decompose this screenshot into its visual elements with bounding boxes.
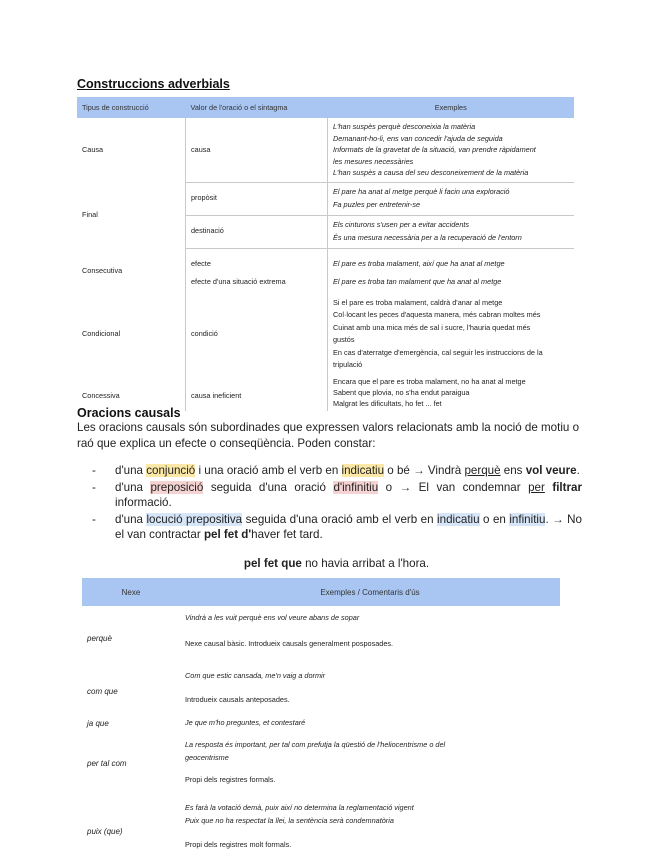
comment-line: Nexe causal bàsic. Introdueix causals generalment posposades. xyxy=(185,639,394,648)
example-line: Vindrà a les vuit perquè ens vol veure abans de sopar xyxy=(185,612,360,622)
type-cell: Condicional xyxy=(82,328,121,338)
causal-connectors-table xyxy=(82,578,560,862)
example-line: tripulació xyxy=(333,360,363,369)
example-line: geocentrisme xyxy=(185,752,229,762)
example-line: El pare es troba tan malament que ha anat al metge xyxy=(333,276,502,286)
example-continuation: pel fet que no havia arribat a l'hora. xyxy=(243,557,430,570)
highlight-infinitive: infinitiu xyxy=(509,512,546,526)
header-examples: Exemples xyxy=(328,97,575,118)
example-line: Els cinturons s'usen per a evitar accidents xyxy=(333,220,470,229)
header-examples: Exemples / Comentaris d'ús xyxy=(180,578,560,606)
table-row-causa xyxy=(77,118,574,182)
example-line: El pare ha anat al metge perquè li facin una exploració xyxy=(333,187,510,196)
example-line: L'han suspès perquè desconeixia la matèria xyxy=(333,122,476,131)
list-item: - d'una locució prepositiva seguida d'una oració amb el verb en indicatiu o en infinitiu. → No el van contractar pel fet d'haver fet tard. xyxy=(92,512,583,541)
table-row xyxy=(82,606,560,670)
value-cell: causa ineficient xyxy=(186,374,328,411)
examples-cell xyxy=(180,606,560,670)
nexe-cell: per tal com xyxy=(87,758,127,768)
table-row-concessiva xyxy=(77,374,574,411)
examples-cell xyxy=(180,712,560,734)
highlight-indicative: indicatiu xyxy=(341,464,385,477)
table-header-row xyxy=(77,97,574,118)
table-header-row xyxy=(82,578,560,606)
examples-cell xyxy=(180,670,560,712)
causal-forms-list xyxy=(92,463,582,544)
comment-line: Introdueix causals anteposades. xyxy=(185,695,290,704)
type-cell: Causa xyxy=(82,144,104,154)
value-line: efecte xyxy=(191,258,211,268)
examples-cell xyxy=(180,734,560,792)
list-item: - d'una preposició seguida d'una oració d'infinitiu o → El van condemnar per filtrar informació. xyxy=(92,480,582,509)
example-line: Informats de la gravetat de la situació, van prendre ràpidament xyxy=(333,145,536,154)
type-cell: Concessiva xyxy=(82,390,120,400)
table-row-consecutiva xyxy=(77,248,574,295)
table-row xyxy=(82,712,560,734)
example-line: L'han suspès a causa del seu desconeixement de la matèria xyxy=(333,168,529,177)
value-cell xyxy=(186,248,328,295)
page-title: Construccions adverbials xyxy=(77,77,230,91)
examples-cell xyxy=(328,118,575,182)
header-nexe: Nexe xyxy=(82,578,180,606)
table-row xyxy=(82,792,560,862)
highlight-preposition: preposició xyxy=(150,480,204,494)
example-line: La resposta és important, per tal com prefutja la qüestió de l'heliocentrisme o del xyxy=(185,740,446,750)
highlight-prepositional-phrase: locució prepositiva xyxy=(146,512,243,526)
example-line: Puix que no ha respectat la llei, la sentència serà condemnatòria xyxy=(185,815,394,825)
nexe-cell: puix (que) xyxy=(87,826,123,836)
example-line: Encara que el pare es troba malament, no ha anat al metge xyxy=(333,376,526,386)
example-line: Fa puzles per entretenir-se xyxy=(333,199,421,209)
list-item: - d'una conjunció i una oració amb el verb en indicatiu o bé → Vindrà perquè ens vol veure. xyxy=(92,464,580,477)
section-paragraph: Les oracions causals són subordinades que expressen valors relacionats amb la noció de motiu o raó que explica un efecte o conseqüència. Poden constar: xyxy=(77,421,580,450)
example-line: Sabent que plovia, no s'ha endut paraigua xyxy=(333,387,470,397)
header-type: Tipus de construcció xyxy=(77,97,186,118)
value-cell: destinació xyxy=(186,215,328,248)
example-line: En cas d'aterratge d'emergència, cal seguir les instruccions de la xyxy=(333,347,543,357)
value-cell: propòsit xyxy=(186,182,328,215)
section-title: Oracions causals xyxy=(77,406,181,420)
example-line: És una mesura necessària per a la recuperació de l'entorn xyxy=(333,232,522,242)
table-row xyxy=(82,670,560,712)
comment-line: Propi dels registres formals. xyxy=(185,775,276,785)
highlight-indicative: indicatiu xyxy=(437,512,480,526)
table-row-condicional xyxy=(77,295,574,374)
type-cell: Final xyxy=(82,209,98,219)
header-value: Valor de l'oració o el sintagma xyxy=(186,97,328,118)
examples-cell xyxy=(328,295,575,374)
example-line: Cuinat amb una mica més de sal i sucre, l'hauria quedat més xyxy=(333,322,531,332)
highlight-infinitive: d'infinitiu xyxy=(333,480,379,494)
examples-cell xyxy=(328,374,575,411)
adverbial-constructions-table xyxy=(77,97,574,411)
nexe-cell: ja que xyxy=(87,718,109,728)
value-line: efecte d'una situació extrema xyxy=(191,276,286,286)
example-line: Malgrat les dificultats, ho fet ... fet xyxy=(333,398,442,408)
example-line: Es farà la votació demà, puix així no determina la reglamentació vigent xyxy=(185,803,414,813)
example-line: El pare es troba malament, així que ha anat al metge xyxy=(333,258,505,268)
example-line: Com que estic cansada, me'n vaig a dormir xyxy=(185,670,326,680)
value-cell: condició xyxy=(186,295,328,374)
examples-cell xyxy=(328,215,575,248)
example-line: Col·locant les peces d'aquesta manera, més cabran moltes més xyxy=(333,310,541,319)
type-cell: Consecutiva xyxy=(82,266,123,275)
example-line: gustós xyxy=(333,335,355,344)
nexe-cell: perquè xyxy=(87,633,112,643)
value-cell: causa xyxy=(186,118,328,182)
examples-cell xyxy=(328,182,575,215)
comment-line: Propi dels registres molt formals. xyxy=(185,840,292,850)
example-line: les mesures necessàries xyxy=(333,156,414,166)
examples-cell xyxy=(328,248,575,295)
nexe-cell: com que xyxy=(87,686,118,696)
table-row xyxy=(82,734,560,792)
highlight-conjunction: conjunció xyxy=(146,464,196,477)
table-row-final-1 xyxy=(77,182,574,215)
example-line: Si el pare es troba malament, caldrà d'anar al metge xyxy=(333,297,503,307)
example-line: Demanant-ho-li, ens van concedir l'ajuda de seguida xyxy=(333,133,503,143)
examples-cell xyxy=(180,792,560,862)
example-line: Je que m'ho preguntes, et contestaré xyxy=(185,717,306,727)
